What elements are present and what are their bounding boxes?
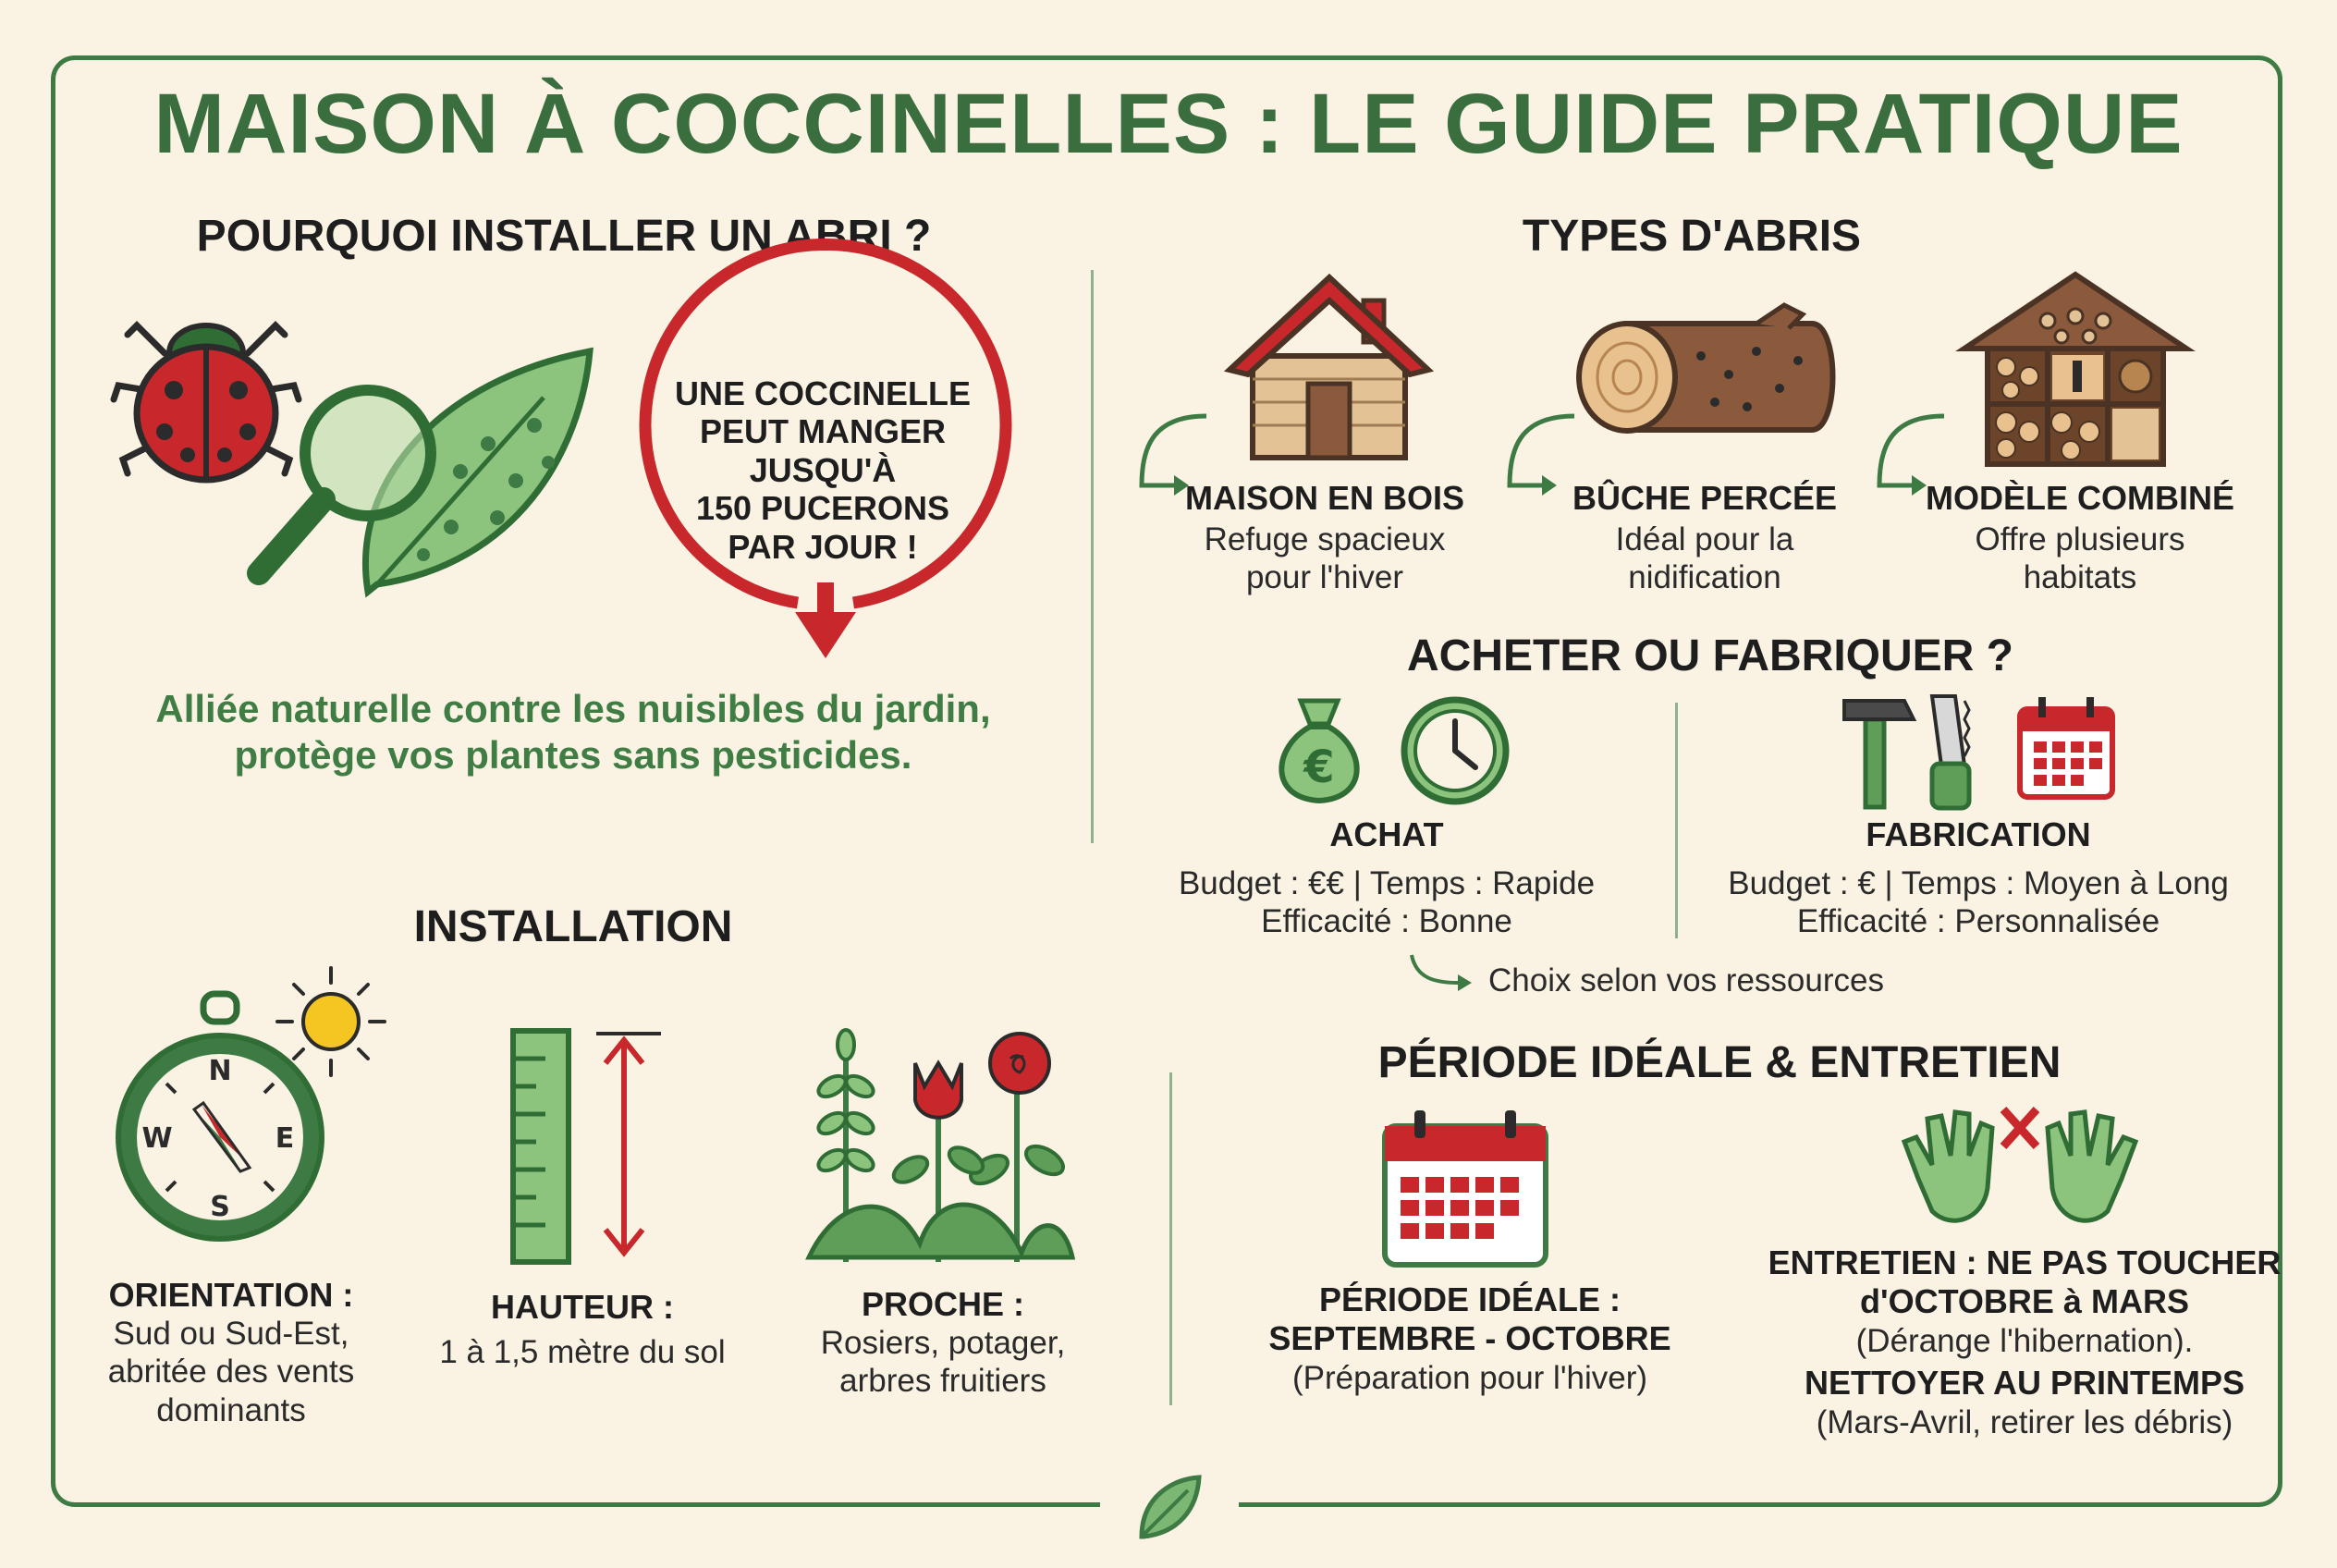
proche-label: PROCHE : xyxy=(861,1285,1024,1323)
compass-e: E xyxy=(275,1122,295,1155)
compass-icon xyxy=(111,994,388,1243)
compass-s: S xyxy=(210,1191,230,1223)
compass-w: W xyxy=(141,1122,173,1155)
installation-heading: INSTALLATION xyxy=(413,902,733,951)
svg-text:€: € xyxy=(1303,741,1335,793)
ideal-period-text: PÉRIODE IDÉALE : SEPTEMBRE - OCTOBRE (Préparation pour l'hiver) xyxy=(1268,1280,1671,1396)
maintenance-text: ENTRETIEN : NE PAS TOUCHER d'OCTOBRE à MARS (Dérange l'hibernation). NETTOYER AU PRINTEMPS (Mars-Avril, retirer les débris) xyxy=(1768,1243,2282,1440)
buy-desc: Budget : €€ | Temps : Rapide Efficacité : Bonne xyxy=(1178,865,1596,940)
type-label-combined: MODÈLE COMBINÉ xyxy=(1925,479,2234,517)
type-desc-combined: Offre plusieurs habitats xyxy=(1975,521,2185,596)
period-heading: PÉRIODE IDÉALE & ENTRETIEN xyxy=(1377,1038,2062,1087)
type-label-log: BÛCHE PERCÉE xyxy=(1572,479,1838,517)
clock-icon xyxy=(1398,693,1513,809)
buy-label: ACHAT xyxy=(1329,815,1444,853)
type-desc-wood: Refuge spacieux pour l'hiver xyxy=(1204,521,1446,596)
leaf-magnifier-icon xyxy=(239,342,599,610)
orientation-label: ORIENTATION : xyxy=(108,1276,354,1314)
calendar-icon xyxy=(1377,1108,1553,1269)
proche-desc: Rosiers, potager, arbres fruitiers xyxy=(820,1325,1066,1400)
hammer-saw-icon xyxy=(1840,692,2034,812)
divider xyxy=(1675,703,1678,938)
types-heading: TYPES D'ABRIS xyxy=(1522,212,1862,261)
why-heading: POURQUOI INSTALLER UN ABRI ? xyxy=(196,212,932,261)
curved-arrow-icon xyxy=(1407,950,1481,997)
orientation-desc: Sud ou Sud-Est, abritée des vents dominants xyxy=(107,1316,355,1428)
type-label-wood: MAISON EN BOIS xyxy=(1184,479,1465,517)
benefit-text: Alliée naturelle contre les nuisibles du jardin, protège vos plantes sans pesticides. xyxy=(155,687,991,778)
type-desc-log: Idéal pour la nidification xyxy=(1615,521,1794,596)
gloves-icon xyxy=(1900,1105,2140,1234)
callout-text: UNE COCCINELLE PEUT MANGER JUSQU'À 150 PUCERONS PAR JOUR ! xyxy=(674,374,971,566)
ruler-icon xyxy=(508,1026,666,1267)
compass-n: N xyxy=(208,1055,232,1087)
sun-icon xyxy=(277,968,385,1075)
insect-hotel-icon xyxy=(1960,270,2191,469)
leaf-icon xyxy=(1132,1472,1206,1546)
make-label: FABRICATION xyxy=(1866,815,2091,853)
make-desc: Budget : € | Temps : Moyen à Long Efficacité : Personnalisée xyxy=(1728,865,2229,940)
choice-note: Choix selon vos ressources xyxy=(1488,962,1884,998)
calendar-icon xyxy=(2015,695,2117,802)
money-bag-icon xyxy=(1268,692,1370,807)
hauteur-desc: 1 à 1,5 mètre du sol xyxy=(439,1334,726,1370)
wood-house-icon xyxy=(1220,273,1433,462)
hauteur-label: HAUTEUR : xyxy=(491,1288,674,1326)
buy-make-heading: ACHETER OU FABRIQUER ? xyxy=(1406,631,2013,680)
page-title: MAISON À COCCINELLES : LE GUIDE PRATIQUE xyxy=(153,77,2184,171)
plants-icon xyxy=(809,1022,1072,1262)
divider xyxy=(1169,1072,1172,1405)
divider xyxy=(1091,270,1094,843)
